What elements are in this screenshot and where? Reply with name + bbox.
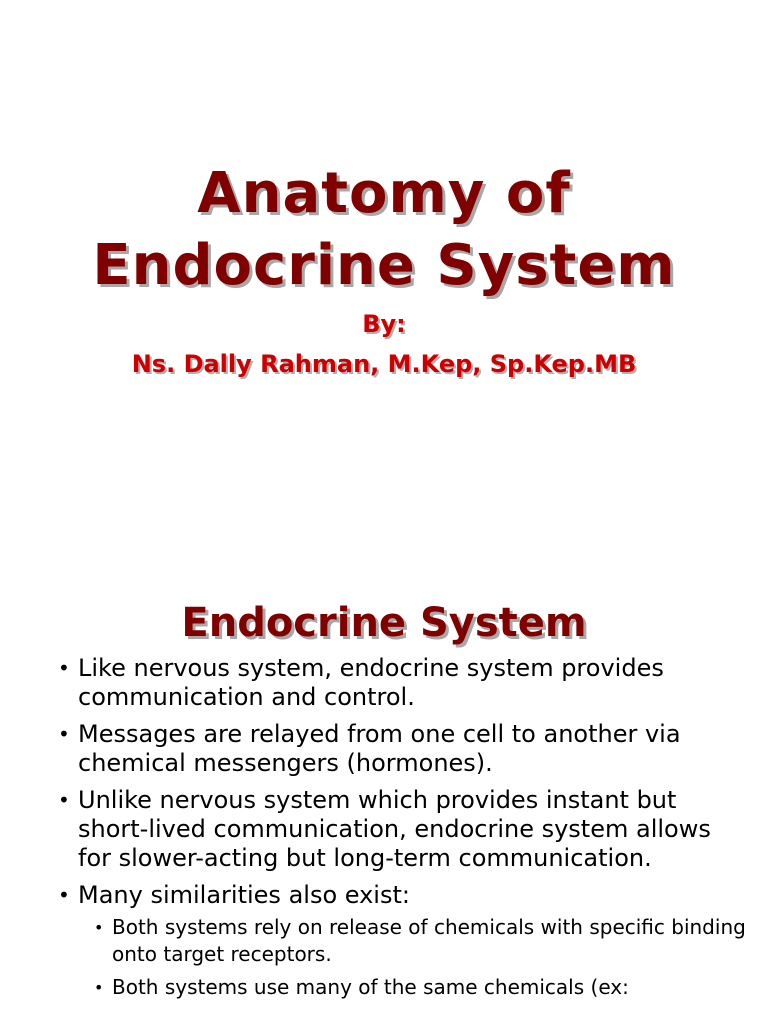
bullet-icon: • (58, 722, 70, 746)
bullet-item (58, 654, 748, 712)
bullet-icon: • (58, 883, 70, 907)
author-name: Ns. Dally Rahman, M.Kep, Sp.Kep.MB (131, 350, 637, 378)
bullet-icon: • (58, 788, 70, 812)
sub-bullet-icon: • (94, 978, 104, 997)
bullet-text: Like nervous system, endocrine system provides communication and control. (78, 654, 664, 711)
title-line-1: Anatomy of (197, 161, 571, 226)
bullet-icon: • (58, 656, 70, 680)
sub-bullet-text: Both systems rely on release of chemicals with specific binding onto target receptors. (112, 915, 746, 966)
content-slide (0, 560, 768, 1024)
sub-bullet-item (94, 974, 748, 1001)
sub-bullet-icon: • (94, 918, 104, 937)
bullet-list (58, 654, 748, 1009)
slide-title (0, 158, 768, 302)
bullet-text: Unlike nervous system which provides instant but short-lived communication, endocrine system allows for slower-acting but long-term communication. (78, 786, 711, 872)
bullet-text: Messages are relayed from one cell to another via chemical messengers (hormones). (78, 720, 681, 777)
by-label: By: (362, 310, 406, 338)
bullet-item (58, 881, 748, 1001)
title-line-2: Endocrine System (92, 233, 676, 298)
slide-heading: Endocrine System (181, 600, 587, 646)
sub-bullet-text: Both systems use many of the same chemicals (ex: (112, 975, 629, 999)
sub-bullet-list (78, 914, 748, 1001)
bullet-item (58, 720, 748, 778)
sub-bullet-item (94, 914, 748, 968)
bullet-item (58, 786, 748, 873)
bullet-text: Many similarities also exist: (78, 881, 410, 909)
